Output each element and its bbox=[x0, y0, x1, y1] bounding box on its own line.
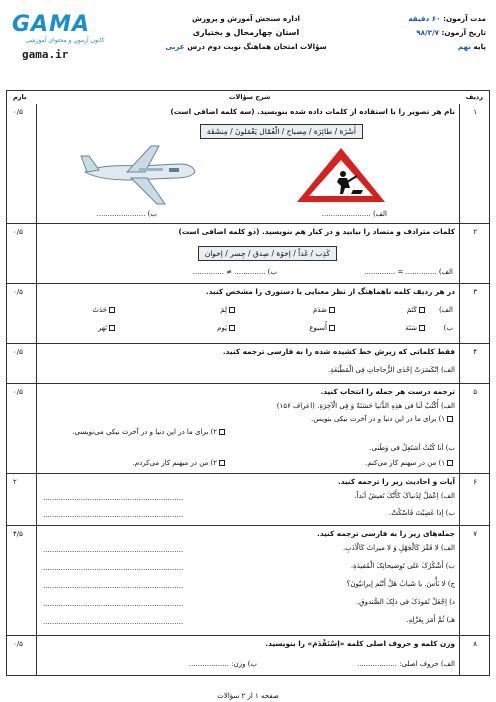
sentence-a: الف) لا فَقْرَ کَالْجَهْلِ وَ لا میراثَ کَالْأدَبِ. bbox=[342, 544, 455, 552]
question-title: آیات و احادیث زیر را ترجمه کنید. bbox=[337, 477, 455, 486]
exam-header bbox=[6, 6, 490, 68]
question-title: فقط کلماتی که زیرش خط کشیده شده را به فارسی ترجمه کنید. bbox=[222, 347, 455, 356]
table-header bbox=[6, 90, 490, 104]
option[interactable]: لِمَ bbox=[220, 306, 237, 314]
option[interactable]: کَتَمَ bbox=[407, 306, 427, 314]
option[interactable]: حَدَثَ bbox=[92, 306, 117, 314]
answer-b: ب) ...................... bbox=[96, 210, 157, 218]
row-number: ۴ bbox=[473, 348, 477, 356]
score: ۴/۵ bbox=[13, 530, 23, 538]
answer-line: ............................................................... bbox=[43, 494, 184, 502]
score: ۰/۵ bbox=[13, 348, 23, 356]
logo-url[interactable]: gama.ir bbox=[22, 48, 69, 61]
option[interactable]: ۱) من در میهنم کار می‌کنم. bbox=[365, 459, 455, 467]
airplane-image bbox=[79, 142, 199, 208]
sentence-b: ب) أَشْکُرُکَ عَلی تَوضیحاتِکَ الْمُفیدَةِ. bbox=[350, 562, 455, 570]
sentence: الف) اِنْکَسَرَتْ إحْدَی الزُّجاجاتِ فِی الْمَطْبَعَةِ. bbox=[327, 366, 455, 374]
questions-header: شرح سؤالات bbox=[229, 93, 271, 101]
question-row-5 bbox=[6, 384, 490, 474]
logo-subtitle: کانون آزمون و محتوای آموزشی bbox=[25, 37, 105, 44]
sentence-b: ب) أنا کُنْتُ أشتَغِلُ فی وَطَنی. bbox=[369, 444, 455, 452]
row-number: ۸ bbox=[473, 640, 477, 648]
answer-b: ب) .............. ≠ .............. bbox=[192, 268, 277, 276]
answer-line: ............................................................... bbox=[43, 582, 184, 590]
score: ۰/۵ bbox=[13, 228, 23, 236]
logo-word: GAMA bbox=[12, 12, 91, 37]
question-row-3 bbox=[6, 284, 490, 344]
option[interactable]: ۲) من در میهنم کار می‌کردم. bbox=[133, 459, 227, 467]
header-meta bbox=[366, 12, 486, 54]
score: ۰/۵ bbox=[13, 288, 23, 296]
question-row-7 bbox=[6, 526, 490, 636]
exam-date: تاریخ آزمون: ۹۸/۳/۷ bbox=[416, 28, 486, 37]
answer-a: الف) ...................... bbox=[321, 210, 387, 218]
word-box: کَذِب / غَداً / إخوَة / صِدق / جِسر / إخوان bbox=[198, 246, 337, 261]
road-work-sign-image bbox=[295, 146, 387, 204]
question-title: جمله‌های زیر را به فارسی ترجمه کنید. bbox=[317, 529, 455, 538]
score: ۰/۵ bbox=[13, 640, 23, 648]
exam-grade: پایه نهم bbox=[457, 42, 486, 51]
header-center bbox=[136, 12, 356, 54]
answer-line: ............................................................... bbox=[43, 564, 184, 572]
page-footer: صفحه ۱ از ۲ سؤالات bbox=[217, 692, 279, 700]
option[interactable]: نَهر bbox=[98, 324, 117, 332]
question-row-1 bbox=[6, 104, 490, 224]
row-number: ۶ bbox=[473, 478, 477, 486]
row-number: ۷ bbox=[473, 530, 477, 538]
row-number: ۱ bbox=[473, 108, 477, 116]
logo bbox=[8, 10, 126, 64]
question-row-2 bbox=[6, 224, 490, 284]
option[interactable]: ۲) برای ما در این دنیا و در آخرت نیکی می‌نویسی. bbox=[72, 428, 227, 436]
score: ۰/۵ bbox=[13, 108, 23, 116]
question-title: در هر ردیف کلمه ناهماهنگ از نظر معنایی یا دستوری را مشخص کنید. bbox=[205, 287, 455, 296]
answer-line: ............................................................... bbox=[43, 546, 184, 554]
option[interactable]: سَنَة bbox=[405, 324, 427, 332]
row-b-label: ب) bbox=[443, 324, 453, 332]
answer-line: ............................................................... bbox=[43, 618, 184, 626]
answer-a: الف) حروف اصلی: .................. bbox=[356, 660, 455, 668]
row-number: ۳ bbox=[473, 288, 477, 296]
question-title: نام هر تصویر را با استفاده از کلمات داده شده بنویسید. (سه کلمه اضافی است) bbox=[170, 107, 455, 116]
row-number: ۵ bbox=[473, 388, 477, 396]
sentence-a: الف) اِعْمَلْ لِدُنیاکَ کَأَنَّکَ تَعیشُ أبَداً. bbox=[354, 492, 455, 500]
row-a-label: الف) bbox=[438, 306, 453, 314]
sentence-c: ج) لا بَأْسَ. یا شَبابُ هَلْ أَنْتُم إیرانیّونَ؟ bbox=[346, 580, 455, 588]
question-title: ترجمه درست هر جمله را انتخاب کنید. bbox=[320, 387, 455, 396]
org-name: اداره سنجش آموزش و پرورش bbox=[192, 14, 300, 23]
sentence-a: الف) أُکْتُبْ لَنا فی هذِهِ الدُّنیا حَسَنَةً وَ فِی الْآخِرَةِ. (اعراف ۱۵۶) bbox=[276, 402, 455, 410]
question-title: کلمات مترادف و متضاد را بیابید و در کنار هم بنویسید. (دو کلمه اضافی است) bbox=[178, 227, 455, 236]
row-number: ۲ bbox=[473, 228, 477, 236]
exam-title: سؤالات امتحان هماهنگ نوبت دوم درس عربی bbox=[165, 42, 327, 51]
exam-page bbox=[6, 6, 490, 700]
sentence-d: د) اِجْعَلْ نُقودَکَ فی ذلِکَ الصُّندوقِ. bbox=[356, 598, 455, 606]
answer-line: ............................................................... bbox=[43, 511, 184, 519]
answer-b: ب) وزن: .................. bbox=[188, 660, 257, 668]
sentence-e: هـ) ثُمَّ أَمَرَ بِعَزْلِهِ. bbox=[406, 616, 455, 624]
score-header: بارم bbox=[13, 93, 27, 101]
sentence-b: ب) إذا غَضِبْتَ فَاسْکُتْ. bbox=[388, 509, 455, 517]
exam-duration: مدت آزمون: ۶۰ دقیقه bbox=[408, 14, 486, 23]
option[interactable]: ۱) برای ما در این دنیا و در آخرت نیکی بنویس. bbox=[311, 415, 455, 423]
option[interactable]: أُسبوع bbox=[309, 324, 337, 332]
question-row-6 bbox=[6, 474, 490, 526]
option[interactable]: صَدَمَ bbox=[313, 306, 337, 314]
score: ۲ bbox=[13, 478, 17, 486]
question-row-8 bbox=[6, 636, 490, 676]
answer-a: الف) .............. = .............. bbox=[364, 268, 453, 276]
word-box: أُسْرَة / طائِرَة / مِصباح / الْعُمّال یَعْمَلونَ / مِنشَفَة bbox=[200, 124, 363, 139]
question-row-4 bbox=[6, 344, 490, 384]
option[interactable]: یَوم bbox=[217, 324, 237, 332]
answer-line: ............................................................... bbox=[43, 600, 184, 608]
score: ۰/۵ bbox=[13, 388, 23, 396]
question-title: وزن کلمه و حروف اصلی کلمه «اِسْتَقْدَمَ» را بنویسید. bbox=[265, 639, 455, 648]
province-name: استان چهارمحال و بختیاری bbox=[192, 28, 300, 37]
row-header: ردیف bbox=[465, 93, 483, 101]
